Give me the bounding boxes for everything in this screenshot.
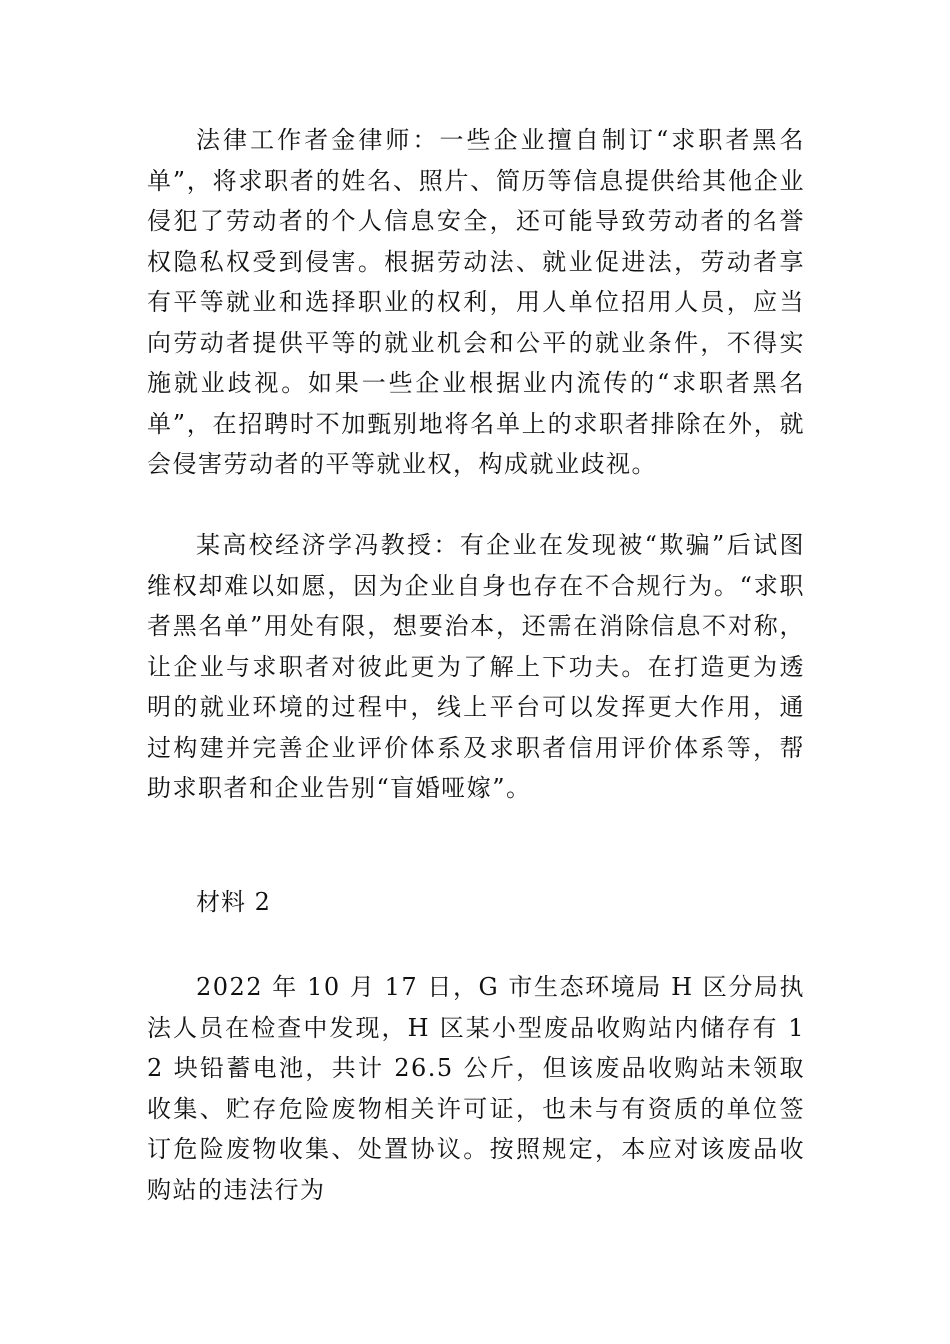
section-heading: 材料 2 (196, 888, 271, 916)
paragraph-lawyer-opinion: 法律工作者金律师：一些企业擅自制订“求职者黑名单”，将求职者的姓名、照片、简历等信息提供给其他企业侵犯了劳动者的个人信息安全，还可能导致劳动者的名誉权隐私权受到侵害。根据劳动法、就业促进法，劳动者享有平等就业和选择职业的权利，用人单位招用人员，应当向劳动者提供平等的就业机会和公平的就业条件，不得实施就业歧视。如果一些企业根据业内流传的“求职者黑名单”，在招聘时不加甄别地将名单上的求职者排除在外，就会侵害劳动者的平等就业权，构成就业歧视。 (147, 126, 805, 478)
paragraph-material-2: 2022 年 10 月 17 日，G 市生态环境局 H 区分局执法人员在检查中发现，H 区某小型废品收购站内储存有 12 块铅蓄电池，共计 26.5 公斤，但该废品收购站未领取收集、贮存危险废物相关许可证，也未与有资质的单位签订危险废物收集、处置协议。按照规定，本应对该废品收购站的违法行为 (147, 973, 805, 1204)
paragraph-professor-opinion: 某高校经济学冯教授：有企业在发现被“欺骗”后试图维权却难以如愿，因为企业自身也存在不合规行为。“求职者黑名单”用处有限，想要治本，还需在消除信息不对称，让企业与求职者对彼此更为了解上下功夫。在打造更为透明的就业环境的过程中，线上平台可以发挥更大作用，通过构建并完善企业评价体系及求职者信用评价体系等，帮助求职者和企业告别“盲婚哑嫁”。 (147, 531, 805, 802)
